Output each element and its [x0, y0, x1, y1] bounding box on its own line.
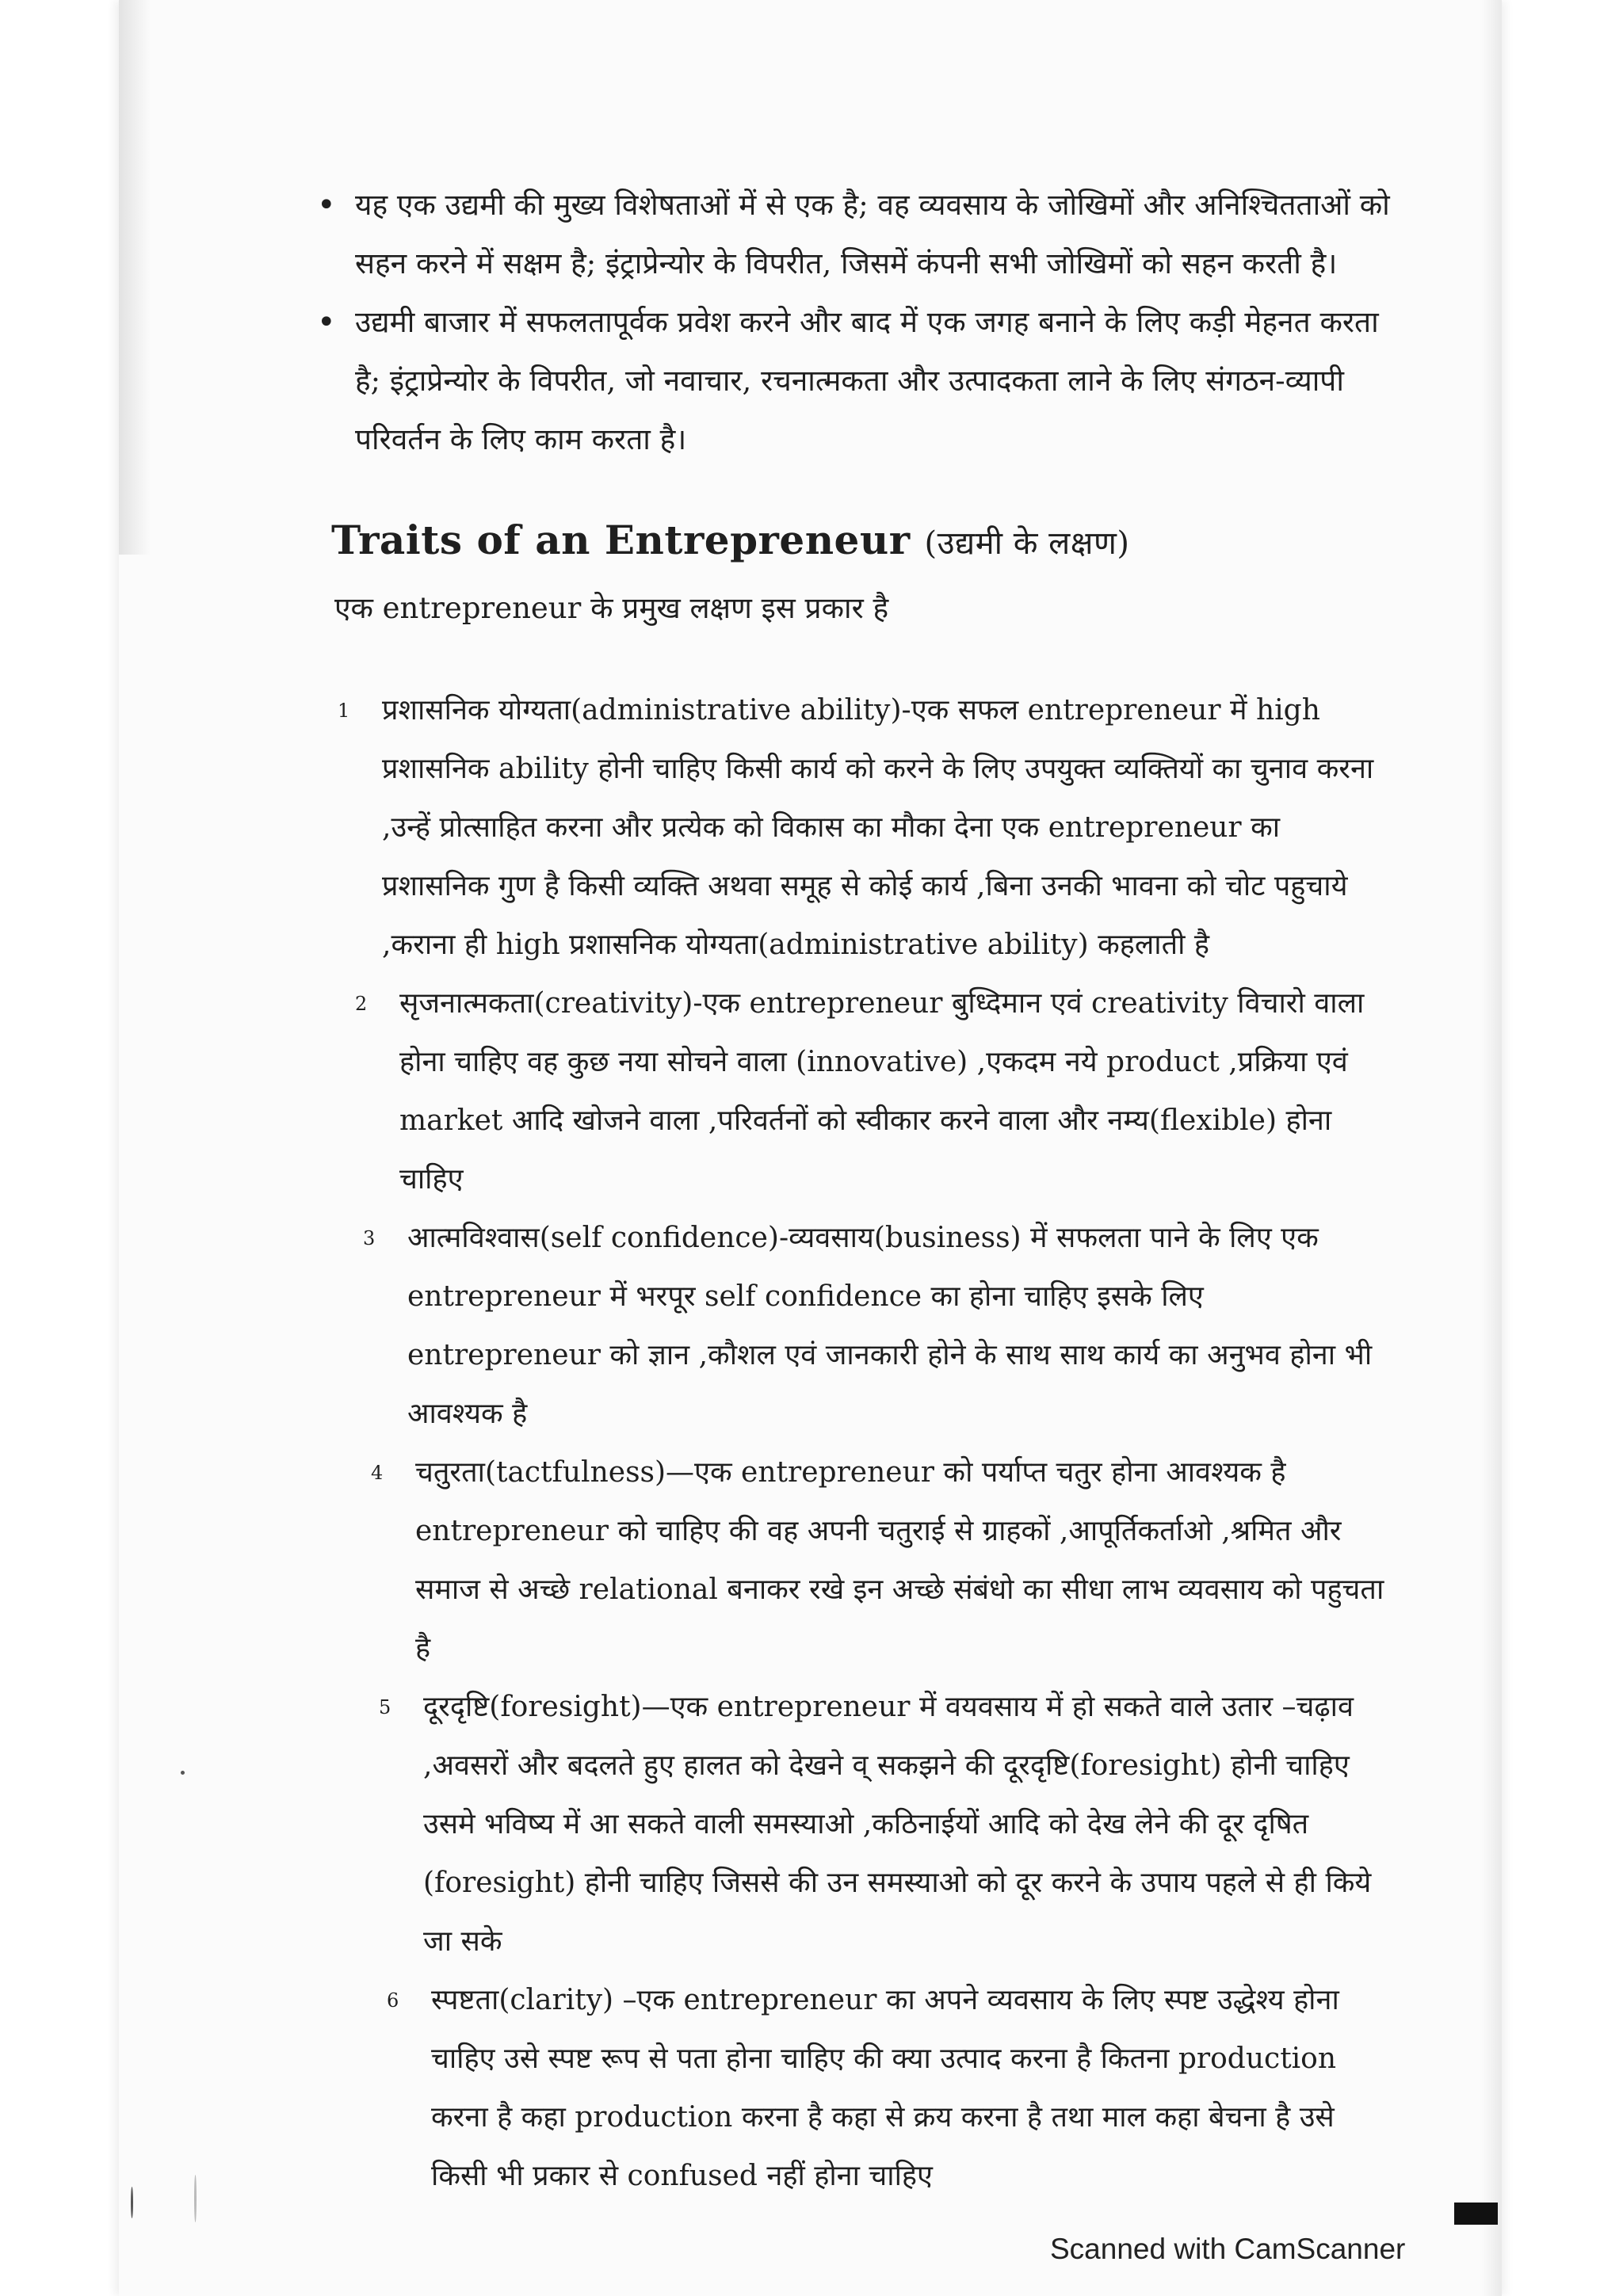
- trait-number: 5: [379, 1696, 391, 1718]
- bullet-text: उद्यमी बाजार में सफलतापूर्वक प्रवेश करने और बाद में एक जगह बनाने के लिए कड़ी मेहनत करता है; इंट्राप्रेन्योर के विपरीत, जो नवाचार, रचनात्मकता और उत्पादकता लाने के लिए संगठन-व्यापी परिवर्तन के लिए काम करता है।: [355, 305, 1379, 456]
- trait-number: 2: [355, 993, 368, 1015]
- bullet-dot-icon: •: [317, 304, 336, 341]
- trait-item: [374, 1678, 1395, 1971]
- page-right-shadow: [1482, 0, 1502, 2296]
- page-left-shadow: [119, 0, 151, 555]
- scanner-corner-mark: [1454, 2203, 1498, 2225]
- trait-item: [358, 1209, 1395, 1444]
- trait-item: [382, 1971, 1395, 2206]
- trait-number: 1: [338, 700, 350, 722]
- bullet-dot-icon: •: [317, 187, 336, 223]
- bullet-item: [317, 176, 1395, 293]
- trait-number: 4: [371, 1462, 384, 1484]
- trait-text: सृजनात्मकता(creativity)-एक entrepreneur बुध्दिमान एवं creativity विचारो वाला होना चाहिए वह कुछ नया सोचने वाला (innovative) ,एकदम नये product ,प्रक्रिया एवं market आदि खोजने वाला ,परिवर्तनों को स्वीकार करने वाला और नम्य(flexible) होना चाहिए: [399, 987, 1365, 1196]
- trait-item: [333, 681, 1395, 974]
- trait-text: आत्मविश्वास(self confidence)-व्यवसाय(business) में सफलता पाने के लिए एक entrepreneur में भरपूर self confidence का होना चाहिए इसके लिए entrepreneur को ज्ञान ,कौशल एवं जानकारी होने के साथ साथ कार्य का अनुभव होना भी आवश्यक है: [407, 1222, 1373, 1430]
- trait-text: चतुरता(tactfulness)—एक entrepreneur को पर्याप्त चतुर होना आवश्यक है entrepreneur को चाहिए की वह अपनी चतुराई से ग्राहकों ,आपूर्तिकर्ताओ ,श्रमित और समाज से अच्छे relational बनाकर रखे इन अच्छे संबंधो का सीधा लाभ व्यवसाय को पहुचता है: [415, 1456, 1384, 1665]
- trait-text: स्पष्टता(clarity) –एक entrepreneur का अपने व्यवसाय के लिए स्पष्ट उद्धेश्य होना चाहिए उसे स्पष्ट रूप से पता होना चाहिए की क्या उत्पाद करना है कितना production करना है कहा production करना है कहा से क्रय करना है तथा माल कहा बेचना है उसे किसी भी प्रकार से confused नहीं होना चाहिए: [431, 1984, 1339, 2192]
- section-title: [331, 517, 1129, 563]
- scan-speck: [194, 2175, 197, 2222]
- scan-speck: [131, 2187, 133, 2218]
- section-intro: एक entrepreneur के प्रमुख लक्षण इस प्रकार है: [334, 591, 889, 625]
- bullet-list: [317, 176, 1395, 469]
- trait-text: प्रशासनिक योग्यता(administrative ability)-एक सफल entrepreneur में high प्रशासनिक ability होनी चाहिए किसी कार्य को करने के लिए उपयुक्त व्यक्तियों का चुनाव करना ,उन्हें प्रोत्साहित करना और प्रत्येक को विकास का मौका देना एक entrepreneur का प्रशासनिक गुण है किसी व्यक्ति अथवा समूह से कोई कार्य ,बिना उनकी भावना को चोट पहुचाये ,कराना ही high प्रशासनिक योग्यता(administrative ability) कहलाती है: [382, 694, 1374, 961]
- bullet-text: यह एक उद्यमी की मुख्य विशेषताओं में से एक है; वह व्यवसाय के जोखिमों और अनिश्चितताओं को सहन करने में सक्षम है; इंट्राप्रेन्योर के विपरीत, जिसमें कंपनी सभी जोखिमों को सहन करती है।: [355, 188, 1390, 280]
- section-title-hindi: (उद्यमी के लक्षण): [924, 525, 1130, 562]
- trait-text: दूरदृष्टि(foresight)—एक entrepreneur में वयवसाय में हो सकते वाले उतार –चढ़ाव ,अवसरों और बदलते हुए हालत को देखने व् सकझने की दूरदृष्टि(foresight) होनी चाहिए उसमे भविष्य में आ सकते वाली समस्याओ ,कठिनाईयों आदि को देख लेने की दूर दृषित (foresight) होनी चाहिए जिससे की उन समस्याओ को दूर करने के उपाय पहले से ही किये जा सके: [423, 1691, 1372, 1958]
- bullet-item: [317, 293, 1395, 469]
- section-title-english: Traits of an Entrepreneur: [331, 517, 911, 563]
- scan-speck: [181, 1771, 185, 1775]
- traits-list: [333, 681, 1395, 2206]
- trait-number: 3: [363, 1227, 376, 1249]
- trait-number: 6: [387, 1989, 399, 2012]
- trait-item: [366, 1444, 1395, 1678]
- trait-item: [350, 974, 1395, 1209]
- scanner-watermark: Scanned with CamScanner: [1050, 2233, 1406, 2265]
